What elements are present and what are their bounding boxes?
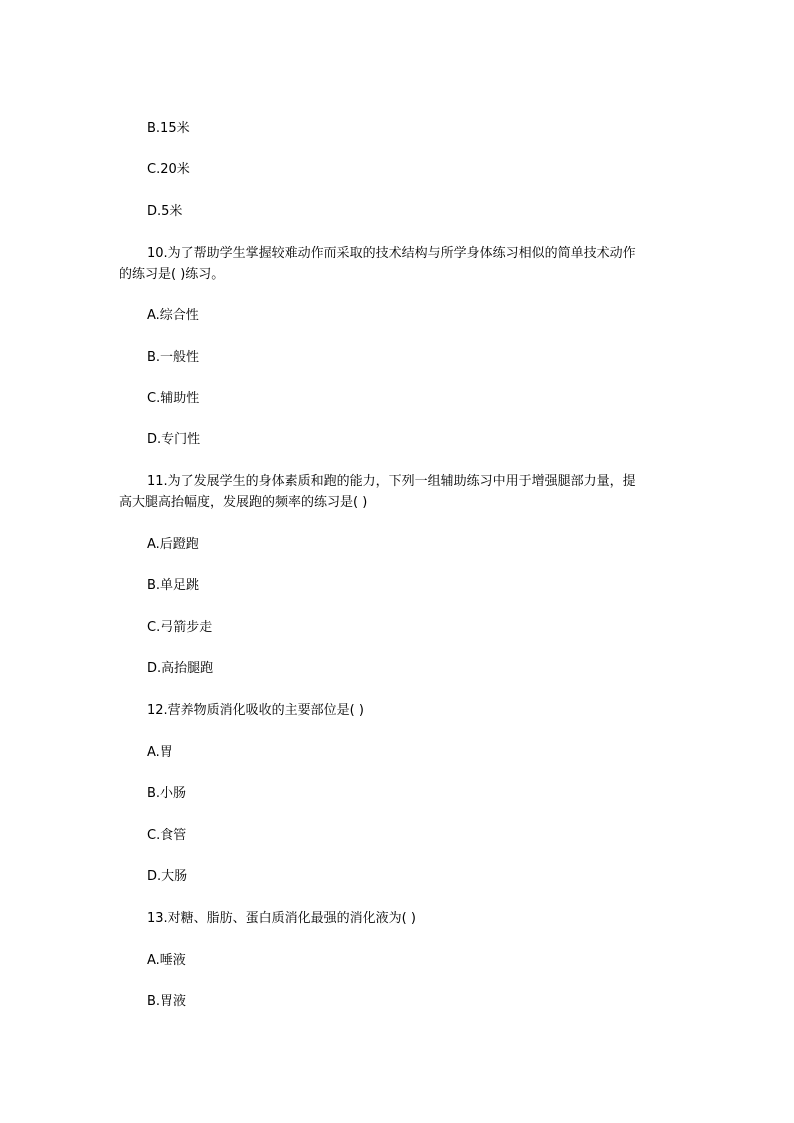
question-12: 12.营养物质消化吸收的主要部位是( )	[147, 703, 364, 718]
question-11-line-2: 高大腿高抬幅度，发展跑的频率的练习是( )	[119, 495, 368, 510]
q12-option-d: D.大肠	[147, 869, 188, 884]
q11-option-b: B.单足跳	[147, 578, 200, 593]
q13-option-a: A.唾液	[147, 953, 186, 968]
q12-option-b: B.小肠	[147, 786, 187, 801]
q10-option-b: B.一般性	[147, 350, 200, 365]
q11-option-c: C.弓箭步走	[147, 620, 213, 635]
option-b-15m: B.15米	[147, 121, 190, 136]
option-d-5m: D.5米	[147, 204, 183, 219]
q10-option-c: C.辅助性	[147, 391, 200, 406]
q12-option-a: A.胃	[147, 745, 173, 760]
q10-option-a: A.综合性	[147, 308, 199, 323]
q10-option-d: D.专门性	[147, 432, 201, 447]
question-13: 13.对糖、脂肪、蛋白质消化最强的消化液为( )	[147, 911, 416, 926]
question-10-line-1: 10.为了帮助学生掌握较难动作而采取的技术结构与所学身体练习相似的简单技术动作	[147, 246, 636, 261]
question-10-line-2: 的练习是( )练习。	[119, 267, 225, 282]
option-c-20m: C.20米	[147, 162, 190, 177]
question-11-line-1: 11.为了发展学生的身体素质和跑的能力，下列一组辅助练习中用于增强腿部力量，提	[147, 474, 636, 489]
q12-option-c: C.食管	[147, 828, 187, 843]
q13-option-b: B.胃液	[147, 994, 187, 1009]
q11-option-a: A.后蹬跑	[147, 537, 199, 552]
q11-option-d: D.高抬腿跑	[147, 661, 214, 676]
